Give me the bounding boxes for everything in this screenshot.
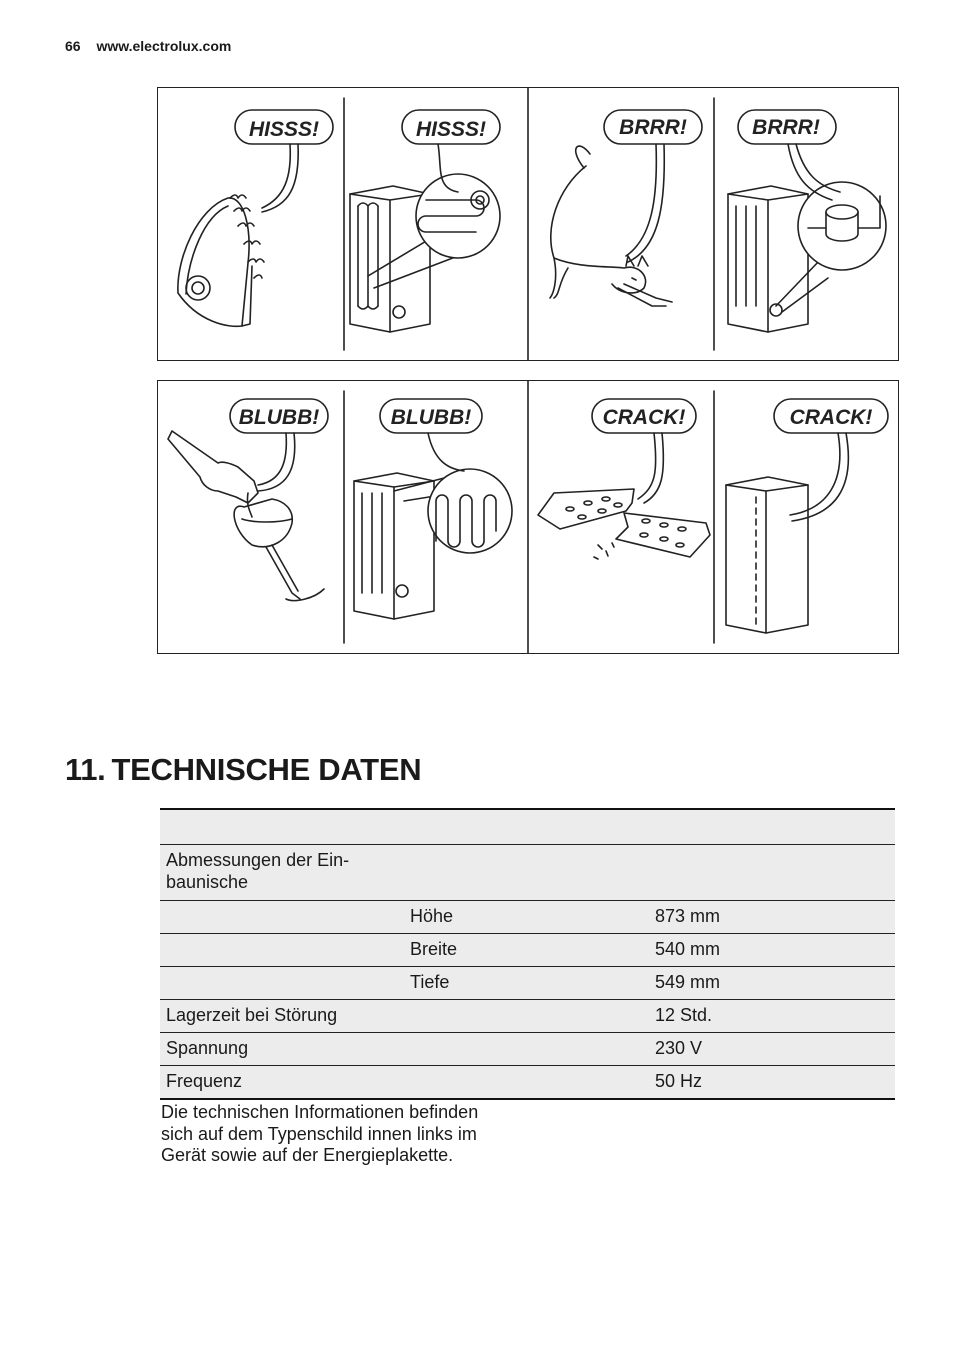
table-cell: [404, 1000, 649, 1032]
table-cell: Breite: [410, 939, 458, 959]
table-cell: [160, 967, 404, 999]
bubble-hisss-1: HISSS!: [248, 118, 320, 141]
section-title: [65, 752, 421, 788]
tall-fridge-illustration: [726, 477, 808, 633]
bubble-crack-1: CRACK!: [602, 406, 686, 429]
bubble-hisss-2: HISSS!: [415, 118, 487, 141]
table-cell: [404, 845, 649, 900]
table-cell: 549 mm: [655, 972, 721, 992]
table-cell: 230 V: [655, 1038, 703, 1058]
table-cell: [160, 901, 404, 933]
section-number: 11.: [65, 752, 106, 787]
table-row: [160, 900, 895, 933]
table-header-cell: [404, 810, 649, 844]
table-cell: 540 mm: [655, 939, 721, 959]
fridge-illustration-1: [350, 174, 500, 332]
wine-bottle-and-glass-illustration: [168, 431, 324, 601]
stretching-cat-illustration: [550, 146, 672, 306]
table-row: [160, 1032, 895, 1065]
table-cell: 873 mm: [655, 906, 721, 926]
section-title-text: TECHNISCHE DATEN: [111, 752, 422, 787]
table-cell: [160, 934, 404, 966]
table-row: [160, 999, 895, 1032]
table-cell: [404, 1066, 649, 1098]
fridge-illustration-3: [354, 469, 512, 619]
bubble-blubb-1: BLUBB!: [238, 406, 320, 429]
table-cell: Frequenz: [166, 1071, 243, 1091]
table-header-row: [160, 810, 895, 844]
cracking-ice-tray-illustration: [538, 489, 710, 559]
table-cell: Tiefe: [410, 972, 450, 992]
table-row: [160, 933, 895, 966]
table-row: [160, 1065, 895, 1098]
bubble-brrr-2: BRRR!: [752, 116, 820, 139]
bubble-brrr-1: BRRR!: [619, 116, 687, 139]
table-row: [160, 844, 895, 900]
table-header-cell: [649, 810, 895, 844]
table-cell: [404, 1033, 649, 1065]
table-cell: Höhe: [410, 906, 454, 926]
bubble-blubb-2: BLUBB!: [390, 406, 472, 429]
noise-illustration-panel-2: [157, 380, 899, 654]
page-header: [65, 38, 231, 54]
steam-iron-illustration: [178, 195, 264, 326]
bubble-crack-2: CRACK!: [789, 406, 873, 429]
table-cell: Abmessungen der Ein- baunische: [166, 850, 350, 892]
technical-data-table: [160, 808, 895, 1100]
table-cell: 12 Std.: [655, 1005, 713, 1025]
table-row: [160, 966, 895, 999]
table-cell: Lagerzeit bei Störung: [166, 1005, 338, 1025]
table-cell: 50 Hz: [655, 1071, 703, 1091]
technical-info-note: Die technischen Informationen befinden sich auf dem Typenschild innen links im Gerät sowie auf der Energieplakette.: [161, 1102, 479, 1165]
table-cell: Spannung: [166, 1038, 249, 1058]
fridge-illustration-2: [728, 182, 886, 332]
table-header-cell: [160, 810, 404, 844]
noise-illustration-panel-1: [157, 87, 899, 361]
website-link[interactable]: www.electrolux.com: [96, 38, 232, 54]
table-cell: [649, 845, 895, 900]
page-number: 66: [65, 38, 81, 54]
